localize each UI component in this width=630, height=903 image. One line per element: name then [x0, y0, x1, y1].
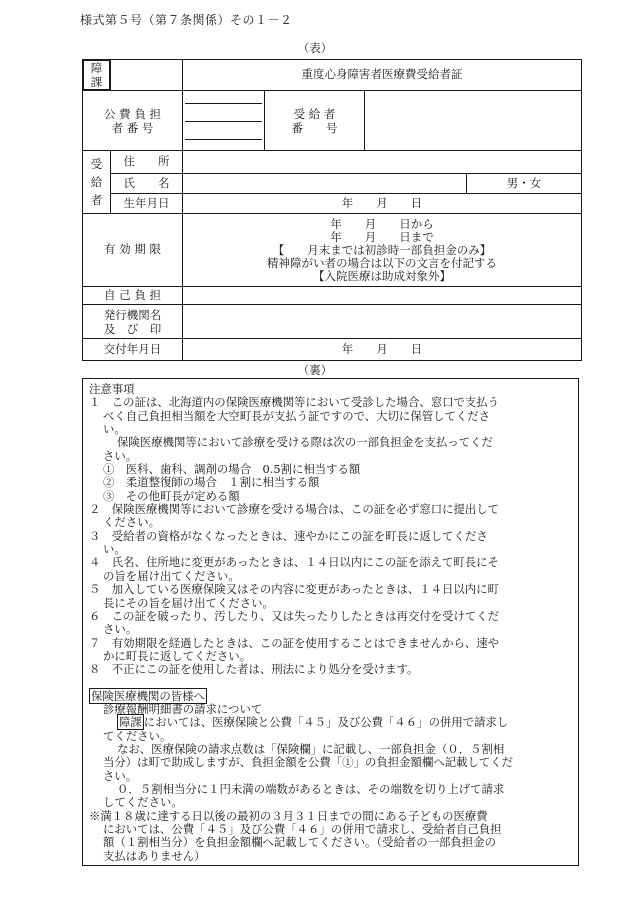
back-side-label: （裏）	[297, 363, 333, 377]
address-field[interactable]	[183, 151, 582, 174]
recipient-number-field[interactable]	[365, 91, 582, 151]
gender-field[interactable]: 男・女	[467, 174, 582, 194]
certificate-back-notes: 注意事項 １ この証は、北海道内の保険医療機関等において受診した場合、窓口で支払う べく自己負担相当額を大空町長が支払う証ですので、大切に保管してくださ い。 保険医療機関等において診療を受ける際は次の一部負担金を支払ってくだ さい。 ① 医科、歯科、調剤の場合 0.5割に相当する額 ② 柔道整復師の場合 １割に相当する額 ③ その他町長が定める額 ２ 保険医療機関等において診療を受ける場合は、この証を必ず窓口に提出して ください。 ３ 受給者の資格がなくなったときは、速やかにこの証を町長に返してくださ い。 ４ 氏名、住所地に変更があったときは、１４日以内にこの証を添えて町長にそ の旨を届け出てください。 ５ 加入している医療保険又はその内容に変更があったときは、１４日以内に町 長にその旨を届け出てください。 ６ この証を破ったり、汚したり、又は失ったりしたときは再交付を受けてくだ さい。 ７ 有効期限を経過したときは、この証を使用することはできませんから、速や かに町長に返してください。 ８ 不正にこの証を使用した者は、刑法により処分を受けます。 保険医療機関の皆様へ 診療報酬明細書の請求について 障課 においては、医療保険と公費「４５」及び公費「４６」の併用で請求し てください。 なお、医療保険の請求点数は「保険欄」に記載し、一部負担金（０．５割相 当分）は町で助成しますが、負担金額を公費「①」の負担金額欄へ記載してくだ さい。 ０．５割相当分に１円未満の端数があるときは、その端数を切り上げて請求 してください。 ※満１８歳に達する日以後の最初の３月３１日までの間にある子どもの医療費 においては、公費「４５」及び公費「４６」の併用で請求し、受給者自己負担 額（１割相当分）を負担金額欄へ記載してください。（受給者の一部負担金の 支払はありません）	[82, 378, 579, 866]
dob-label: 生年月日	[111, 194, 183, 214]
note-item-1: １ この証は、北海道内の保険医療機関等において受診した場合、窓口で支払う	[89, 395, 500, 410]
self-pay-label: 自 己 負 担	[83, 287, 183, 305]
dob-value[interactable]: 年 月 日	[183, 194, 582, 214]
name-label: 氏 名	[111, 174, 183, 194]
note-item-8: ８ 不正にこの証を使用した者は、刑法により処分を受けます。	[89, 662, 419, 677]
issuer-label: 発行機関名 及 び 印	[83, 305, 183, 339]
issue-date-label: 交付年月日	[83, 339, 183, 361]
certificate-front-table	[82, 59, 582, 361]
note-item-4: ４ 氏名、住所地に変更があったときは、１４日以内にこの証を添えて町長にそ	[89, 555, 499, 570]
recipient-side-label: 受 給 者	[83, 151, 111, 214]
list-item: ① 医科、歯科、調剤の場合 0.5割に相当する額	[103, 462, 361, 477]
note-item-5: ５ 加入している医療保険又はその内容に変更があったときは、１４日以内に町	[89, 582, 499, 597]
note-item-3: ３ 受給者の資格がなくなったときは、速やかにこの証を町長に返してくださ	[89, 528, 488, 543]
claims-title: 診療報酬明細書の請求について	[103, 701, 263, 716]
address-label: 住 所	[111, 151, 183, 174]
notes-title: 注意事項	[89, 382, 135, 396]
institutions-title: 保険医療機関の皆様へ	[91, 688, 205, 703]
child-note: ※満１８歳に達する日以後の最初の３月３１日までの間にある子どもの医療費	[89, 808, 488, 823]
note-item-6: ６ この証を破ったり、汚したり、又は失ったりしたときは再交付を受けてくだ	[89, 608, 500, 623]
self-pay-field[interactable]	[183, 287, 582, 305]
validity-value: 年 月 日から 年 月 日まで 【 月末までは初診時一部負担金のみ】 精神障がい者の場合は以下の文言を付記する 【入院医療は助成対象外】	[183, 214, 582, 287]
list-item: ② 柔道整復師の場合 １割に相当する額	[103, 475, 320, 490]
issuer-field[interactable]	[183, 305, 582, 339]
claims-dept-box: 障課	[119, 715, 142, 730]
form-number: 様式第５号（第７条関係）その１－２	[80, 13, 293, 27]
certificate-title: 重度心身障害者医療費受給者証	[183, 60, 582, 91]
dept-cell	[83, 60, 111, 91]
payer-number-label: 公 費 負 担 者 番 号	[83, 91, 183, 151]
note-item-2: ２ 保険医療機関等において診療を受ける場合は、この証を必ず窓口に提出して	[89, 502, 500, 517]
validity-label: 有 効 期 限	[83, 214, 183, 287]
dept-label: 障課	[83, 60, 110, 90]
list-item: ③ その他町長が定める額	[103, 488, 240, 503]
name-field[interactable]	[183, 174, 467, 194]
payer-number-field[interactable]	[183, 91, 265, 151]
front-side-label: （表）	[297, 41, 333, 55]
note-item-7: ７ 有効期限を経過したときは、この証を使用することはできませんから、速や	[89, 635, 500, 650]
recipient-number-label: 受 給 者 番 号	[265, 91, 365, 151]
issue-date-value[interactable]: 年 月 日	[183, 339, 582, 361]
